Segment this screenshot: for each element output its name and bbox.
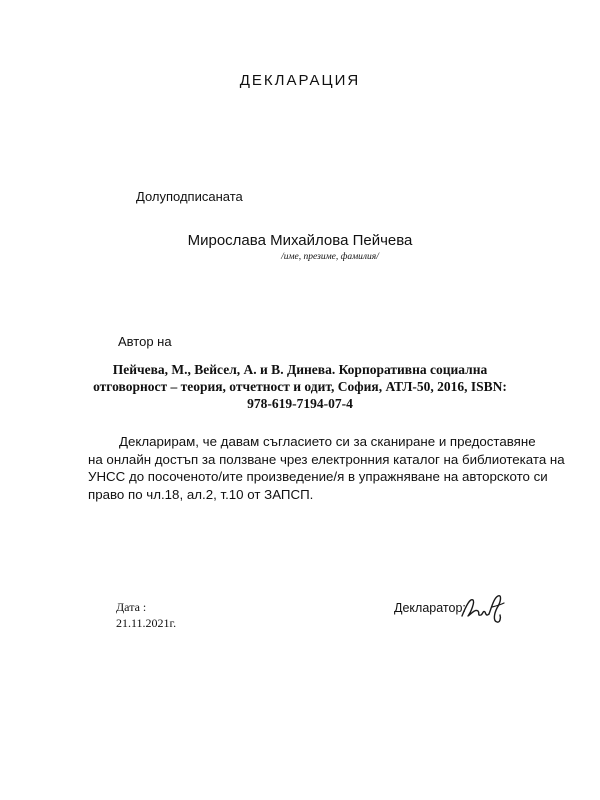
date-label: Дата : [116,600,147,614]
declaration-paragraph [88,433,565,503]
work-citation [70,361,530,412]
author-label: Автор на [118,334,172,349]
document-title: ДЕКЛАРАЦИЯ [239,72,361,89]
declaration-line: Декларирам, че давам съгласието си за сканиране и предоставяне [119,434,536,449]
work-citation-line: отговорност – теория, отчетност и одит, София, АТЛ-50, 2016, ISBN: [93,379,507,394]
date-value: 21.11.2021г. [116,616,177,630]
declaration-line: право по чл.18, ал.2, т.10 от ЗАПСП. [88,486,314,502]
work-citation-line: Пейчева, М., Вейсел, А. и В. Динева. Корпоративна социална [112,362,488,377]
declarant-name: Мирослава Михайлова Пейчева [187,232,413,249]
declarant-label: Декларатор: [394,601,466,615]
undersigned-label: Долуподписаната [136,189,243,204]
handwritten-signature [456,588,508,626]
declaration-line: на онлайн достъп за ползване чрез електронния каталог на библиотеката на [88,451,565,467]
declaration-line: УНСС до посоченото/ите произведение/я в упражняване на авторското си [88,469,548,484]
name-caption: /име, презиме, фамилия/ [281,252,379,262]
work-citation-line: 978-619-7194-07-4 [247,396,353,411]
